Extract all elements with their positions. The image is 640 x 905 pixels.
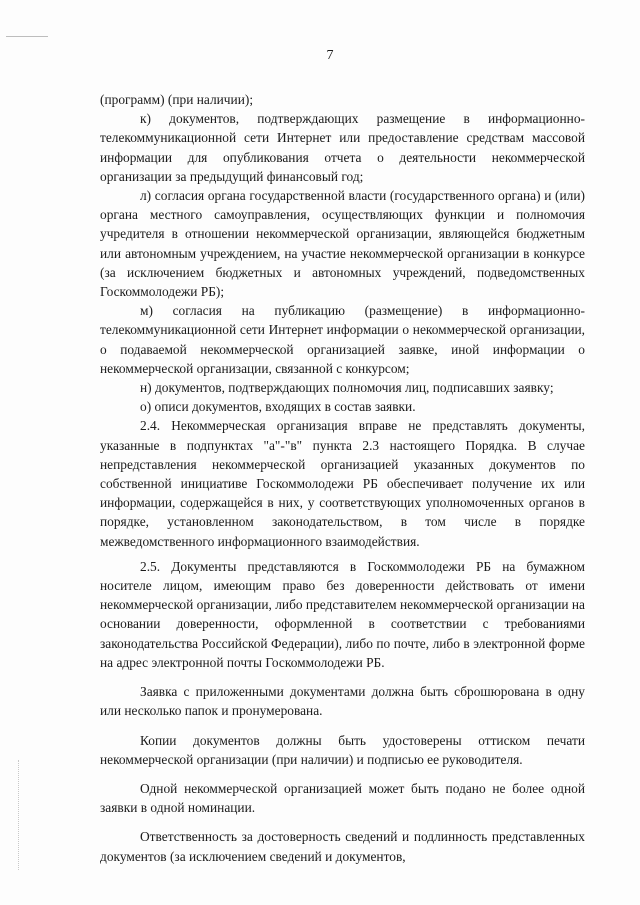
paragraph-item-m: м) согласия на публикацию (размещение) в информационно-телекоммуникационной сети Интернет информации о некоммерческой организации, о подаваемой некоммерческой организацией заявке, иной информации о некоммерческой организации, связанной с конкурсом; (100, 303, 585, 376)
paragraph-2-4: 2.4. Некоммерческая организация вправе не представлять документы, указанные в подпунктах "а"-"в" пункта 2.3 настоящего Порядка. В случае непредставления некоммерческой организацией указанных документов по собственной инициативе Госкоммолодежи РБ обеспечивает получение их или информации, содержащейся в них, у соответствующих уполномоченных органов в порядке, установленном законодательством, в том числе в порядке межведомственного информационного взаимодействия. (100, 418, 585, 549)
paragraph-2-5: 2.5. Документы представляются в Госкоммолодежи РБ на бумажном носителе лицом, имеющим право без доверенности действовать от имени некоммерческой организации, либо представителем некоммерческой организации на основании доверенности, оформленной в соответствии с требованиями законодательства Российской Федерации), либо по почте, либо в электронной форме на адрес электронной почты Госкоммолодежи РБ. (100, 558, 585, 670)
paragraph-application-binding: Заявка с приложенными документами должна быть сброшюрована в одну или несколько папок и пронумерована. (100, 684, 585, 719)
paragraph-item-k: к) документов, подтверждающих размещение в информационно-телекоммуникационной сети Интернет или предоставление средствам массовой информации для опубликования отчета о деятельности некоммерческой организации за предыдущий финансовый год; (100, 111, 585, 184)
paragraph-item-o: о) описи документов, входящих в состав заявки. (140, 399, 416, 415)
scan-artifact-line (6, 36, 48, 37)
paragraph-continuation: (программ) (при наличии); (100, 92, 254, 107)
paragraph-responsibility: Ответственность за достоверность сведений и подлинность представленных документов (за исключением сведений и документов, (100, 829, 585, 864)
scan-artifact-dots (18, 760, 20, 870)
document-body (100, 90, 585, 866)
page-number: 7 (326, 48, 334, 63)
paragraph-copies-certification: Копии документов должны быть удостоверены оттиском печати некоммерческой организации (при наличии) и подписью ее руководителя. (100, 732, 585, 767)
paragraph-item-l: л) согласия органа государственной власти (государственного органа) и (или) органа местного самоуправления, осуществляющих функции и полномочия учредителя в отношении некоммерческой организации, являющейся бюджетным или автономным учреждением, на участие некоммерческой организации в конкурсе (за исключением бюджетных и автономных учреждений, подведомственных Госкоммолодежи РБ); (100, 188, 585, 300)
paragraph-item-n: н) документов, подтверждающих полномочия лиц, подписавших заявку; (140, 380, 554, 396)
paragraph-one-application: Одной некоммерческой организацией может быть подано не более одной заявки в одной номинации. (100, 780, 585, 816)
